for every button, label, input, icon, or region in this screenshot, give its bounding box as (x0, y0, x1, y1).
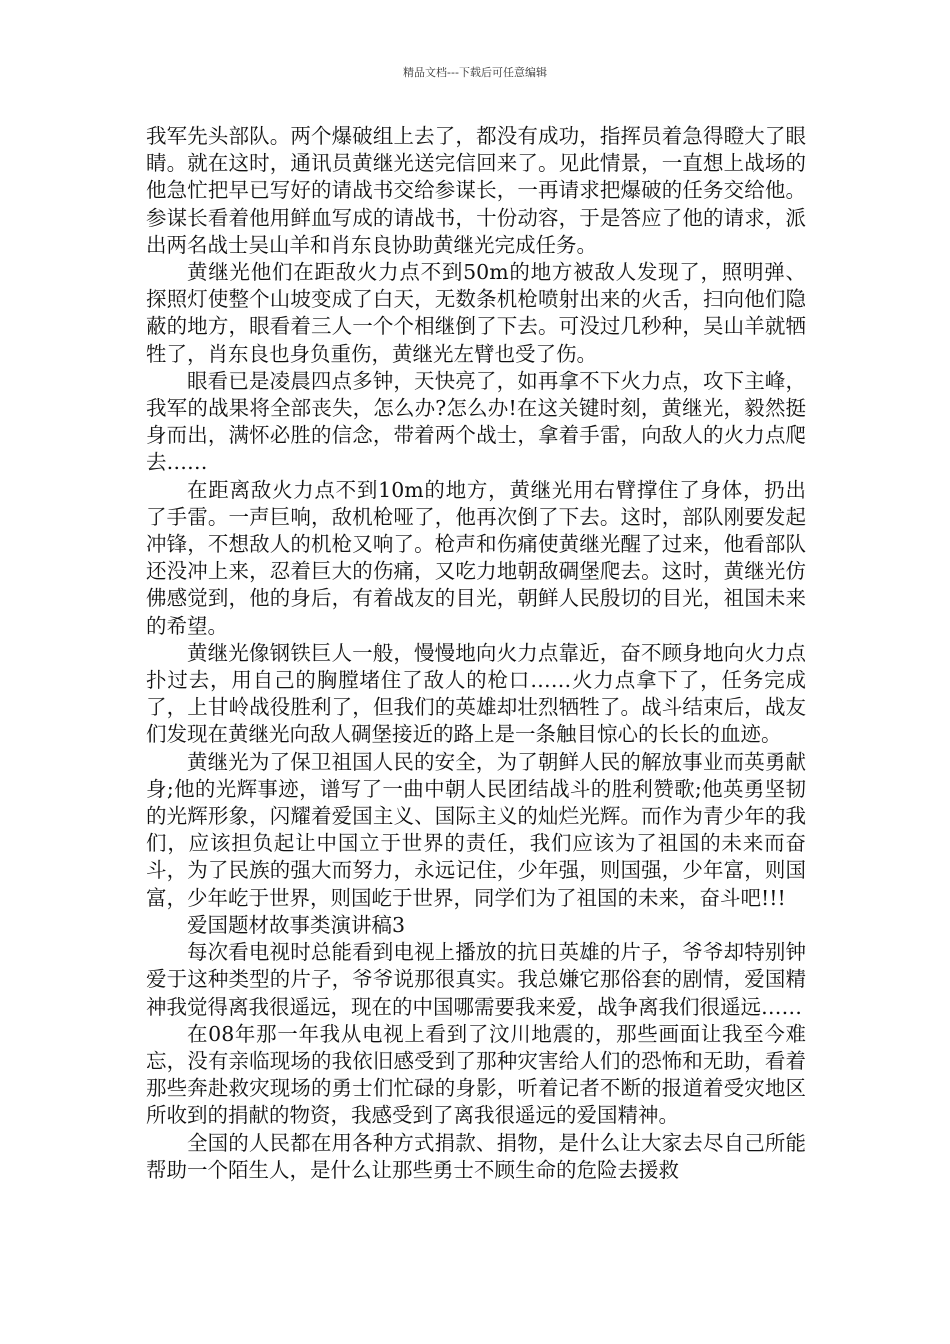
paragraph-5: 黄继光像钢铁巨人一般，慢慢地向火力点靠近，奋不顾身地向火力点扑过去，用自己的胸膛堵住了敌人的枪口……火力点拿下了，任务完成了，上甘岭战役胜利了，但我们的英雄却壮烈牺牲了。战斗结束后，战友们发现在黄继光向敌人碉堡接近的路上是一条触目惊心的长长的血迹。 (146, 640, 806, 747)
paragraph-2: 黄继光他们在距敌火力点不到50m的地方被敌人发现了，照明弹、探照灯使整个山坡变成了白天，无数条机枪喷射出来的火舌，扫向他们隐蔽的地方，眼看着三人一个个相继倒了下去。可没过几秒种，吴山羊就牺牲了，肖东良也身负重伤，黄继光左臂也受了伤。 (146, 260, 806, 366)
paragraph-8: 在08年那一年我从电视上看到了汶川地震的，那些画面让我至今难忘，没有亲临现场的我依旧感受到了那种灾害给人们的恐怖和无助，看着那些奔赴救灾现场的勇士们忙碌的身影，听着记者不断的报道着受灾地区所收到的捐献的物资，我感受到了离我很遥远的爱国精神。 (146, 1021, 806, 1128)
paragraph-6: 黄继光为了保卫祖国人民的安全，为了朝鲜人民的解放事业而英勇献身;他的光辉事迹，谱写了一曲中朝人民团结战斗的胜利赞歌;他英勇坚韧的光辉形象，闪耀着爱国主义、国际主义的灿烂光辉。而作为青少年的我们，应该担负起让中国立于世界的责任，我们应该为了祖国的未来而奋斗，为了民族的强大而努力，永远记住，少年强，则国强，少年富，则国富，少年屹于世界，则国屹于世界，同学们为了祖国的未来，奋斗吧!!! (146, 749, 806, 910)
document-body (146, 123, 806, 1184)
paragraph-3: 眼看已是凌晨四点多钟，天快亮了，如再拿不下火力点，攻下主峰，我军的战果将全部丧失，怎么办?怎么办!在这关键时刻，黄继光，毅然挺身而出，满怀必胜的信念，带着两个战士，拿着手雷，向敌人的火力点爬去…… (146, 368, 806, 475)
paragraph-4: 在距离敌火力点不到10m的地方，黄继光用右臂撑住了身体，扔出了手雷。一声巨响，敌机枪哑了，他再次倒了下去。这时，部队刚要发起冲锋，不想敌人的机枪又响了。枪声和伤痛使黄继光醒了过来，他看部队还没冲上来，忍着巨大的伤痛，又吃力地朝敌碉堡爬去。这时，黄继光仿佛感觉到，他的身后，有着战友的目光，朝鲜人民殷切的目光，祖国未来的希望。 (146, 477, 806, 638)
page-header: 精品文档---下载后可任意编辑 (403, 66, 547, 79)
paragraph-7: 每次看电视时总能看到电视上播放的抗日英雄的片子，爷爷却特别钟爱于这种类型的片子，爷爷说那很真实。我总嫌它那俗套的剧情，爱国精神我觉得离我很遥远，现在的中国哪需要我来爱，战争离我们很遥远…… (146, 940, 806, 1019)
section-heading: 爱国题材故事类演讲稿3 (187, 912, 406, 937)
paragraph-9: 全国的人民都在用各种方式捐款、捐物，是什么让大家去尽自己所能帮助一个陌生人，是什么让那些勇士不顾生命的危险去援救 (146, 1130, 806, 1182)
paragraph-1: 我军先头部队。两个爆破组上去了，都没有成功，指挥员着急得瞪大了眼睛。就在这时，通讯员黄继光送完信回来了。见此情景，一直想上战场的他急忙把早已写好的请战书交给参谋长，一再请求把爆破的任务交给他。参谋长看着他用鲜血写成的请战书，十份动容，于是答应了他的请求，派出两名战士吴山羊和肖东良协助黄继光完成任务。 (146, 124, 806, 257)
